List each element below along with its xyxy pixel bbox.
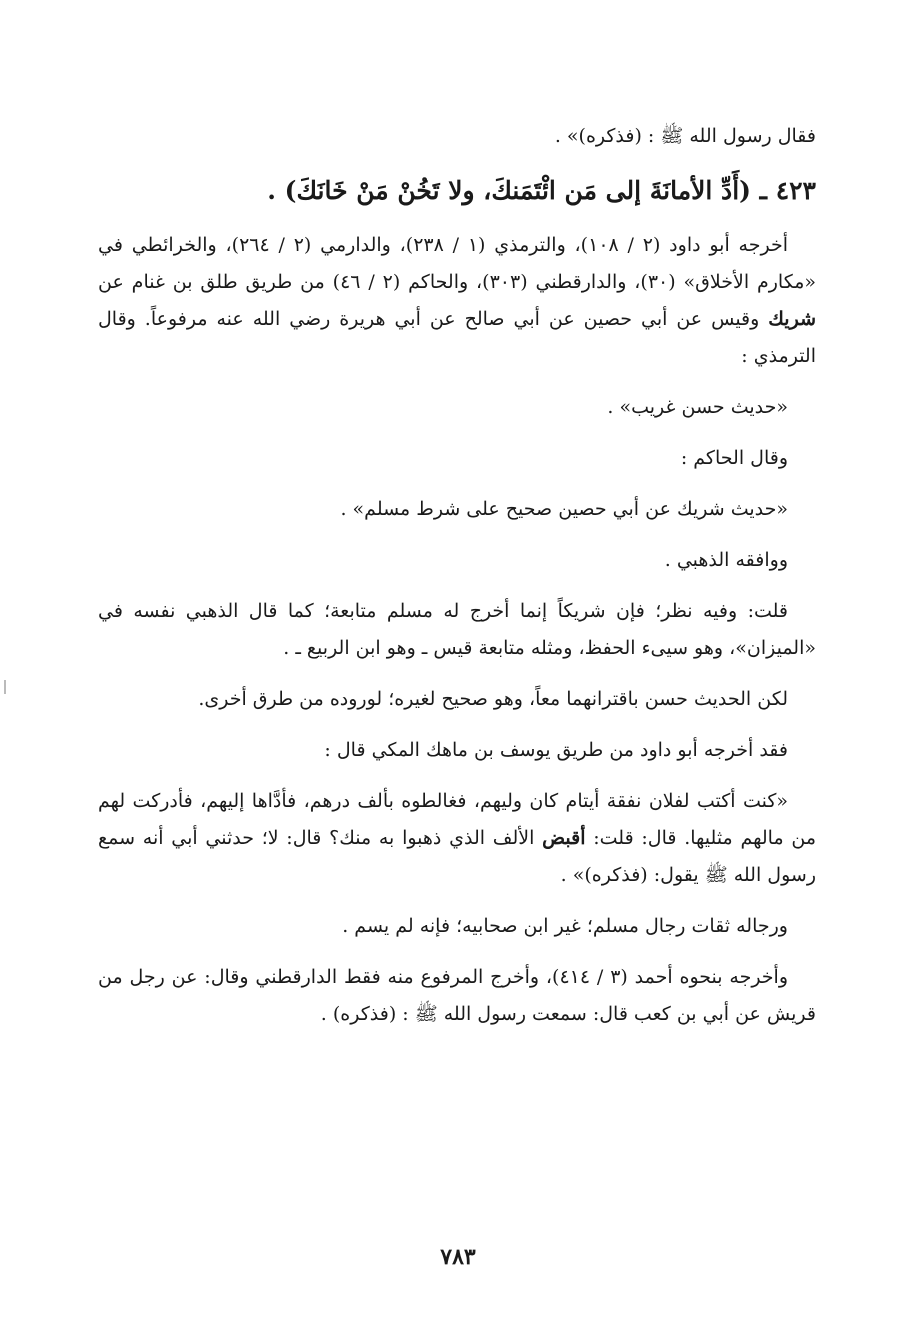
takhrij-text-2: وقيس عن أبي حصين عن أبي صالح عن أبي هريرة رضي الله عنه مرفوعاً. وقال الترمذي : [98,308,816,367]
abu-dawud-paragraph: فقد أخرجه أبو داود من طريق يوسف بن ماهك المكي قال : [324,739,788,761]
scan-edge-mark [4,680,6,694]
takhrij-paragraph [98,227,816,375]
hadith-title: ٤٢٣ ـ (أَدِّ الأمانَةَ إلى مَن ائْتَمَنكَ، ولا تَخُنْ مَنْ خَانَكَ) . [267,176,816,205]
takhrij-sharik: شريك [768,308,816,330]
quote-bold-word: أقبض [542,827,586,849]
ahmad-paragraph: وأخرجه بنحوه أحمد (٣ / ٤١٤)، وأخرج المرفوع منه فقط الدارقطني وقال: عن رجل من قريش عن أبي بن كعب قال: سمعت رسول الله ﷺ : (فذكره) . [98,966,816,1025]
tirmidhi-quote: «حديث حسن غريب» . [607,396,788,418]
quote-paragraph [98,783,816,894]
hakim-quote: «حديث شريك عن أبي حصين صحيح على شرط مسلم» . [340,498,788,520]
intro-line: فقال رسول الله ﷺ : (فذكره)» . [554,125,816,147]
page-number: ٧٨٣ [440,1244,476,1270]
dhahabi-agreement: ووافقه الذهبي . [664,549,788,571]
hakim-said: وقال الحاكم : [680,447,788,469]
takhrij-text-1: أخرجه أبو داود (٢ / ١٠٨)، والترمذي (١ / ٢٣٨)، والدارمي (٢ / ٢٦٤)، والخرائطي في «مكارم الأخلاق» (٣٠)، والدارقطني (٣٠٣)، والحاكم (٢ / ٤٦) من طريق طلق بن غنام عن [98,234,816,293]
lakin-paragraph: لكن الحديث حسن باقترانهما معاً، وهو صحيح لغيره؛ لوروده من طرق أخرى. [198,688,788,710]
rijal-paragraph: ورجاله ثقات رجال مسلم؛ غير ابن صحابيه؛ فإنه لم يسم . [342,915,788,937]
quote-text-2: الألف الذي ذهبوا به منك؟ قال: لا؛ حدثني أبي أنه سمع رسول الله ﷺ يقول: (فذكره)» . [98,827,816,886]
quote-text-1: «كنت أكتب لفلان نفقة أيتام كان وليهم، فغالطوه بألف درهم، فأدَّاها إليهم، فأدركت لهم من مالهم مثليها. قال: قلت: [98,790,817,849]
page-body [98,118,816,1047]
qultu-paragraph: قلت: وفيه نظر؛ فإن شريكاً إنما أخرج له مسلم متابعة؛ كما قال الذهبي نفسه في «الميزان»، وهو سيىء الحفظ، ومثله متابعة قيس ـ وهو ابن الربيع ـ . [98,600,816,659]
